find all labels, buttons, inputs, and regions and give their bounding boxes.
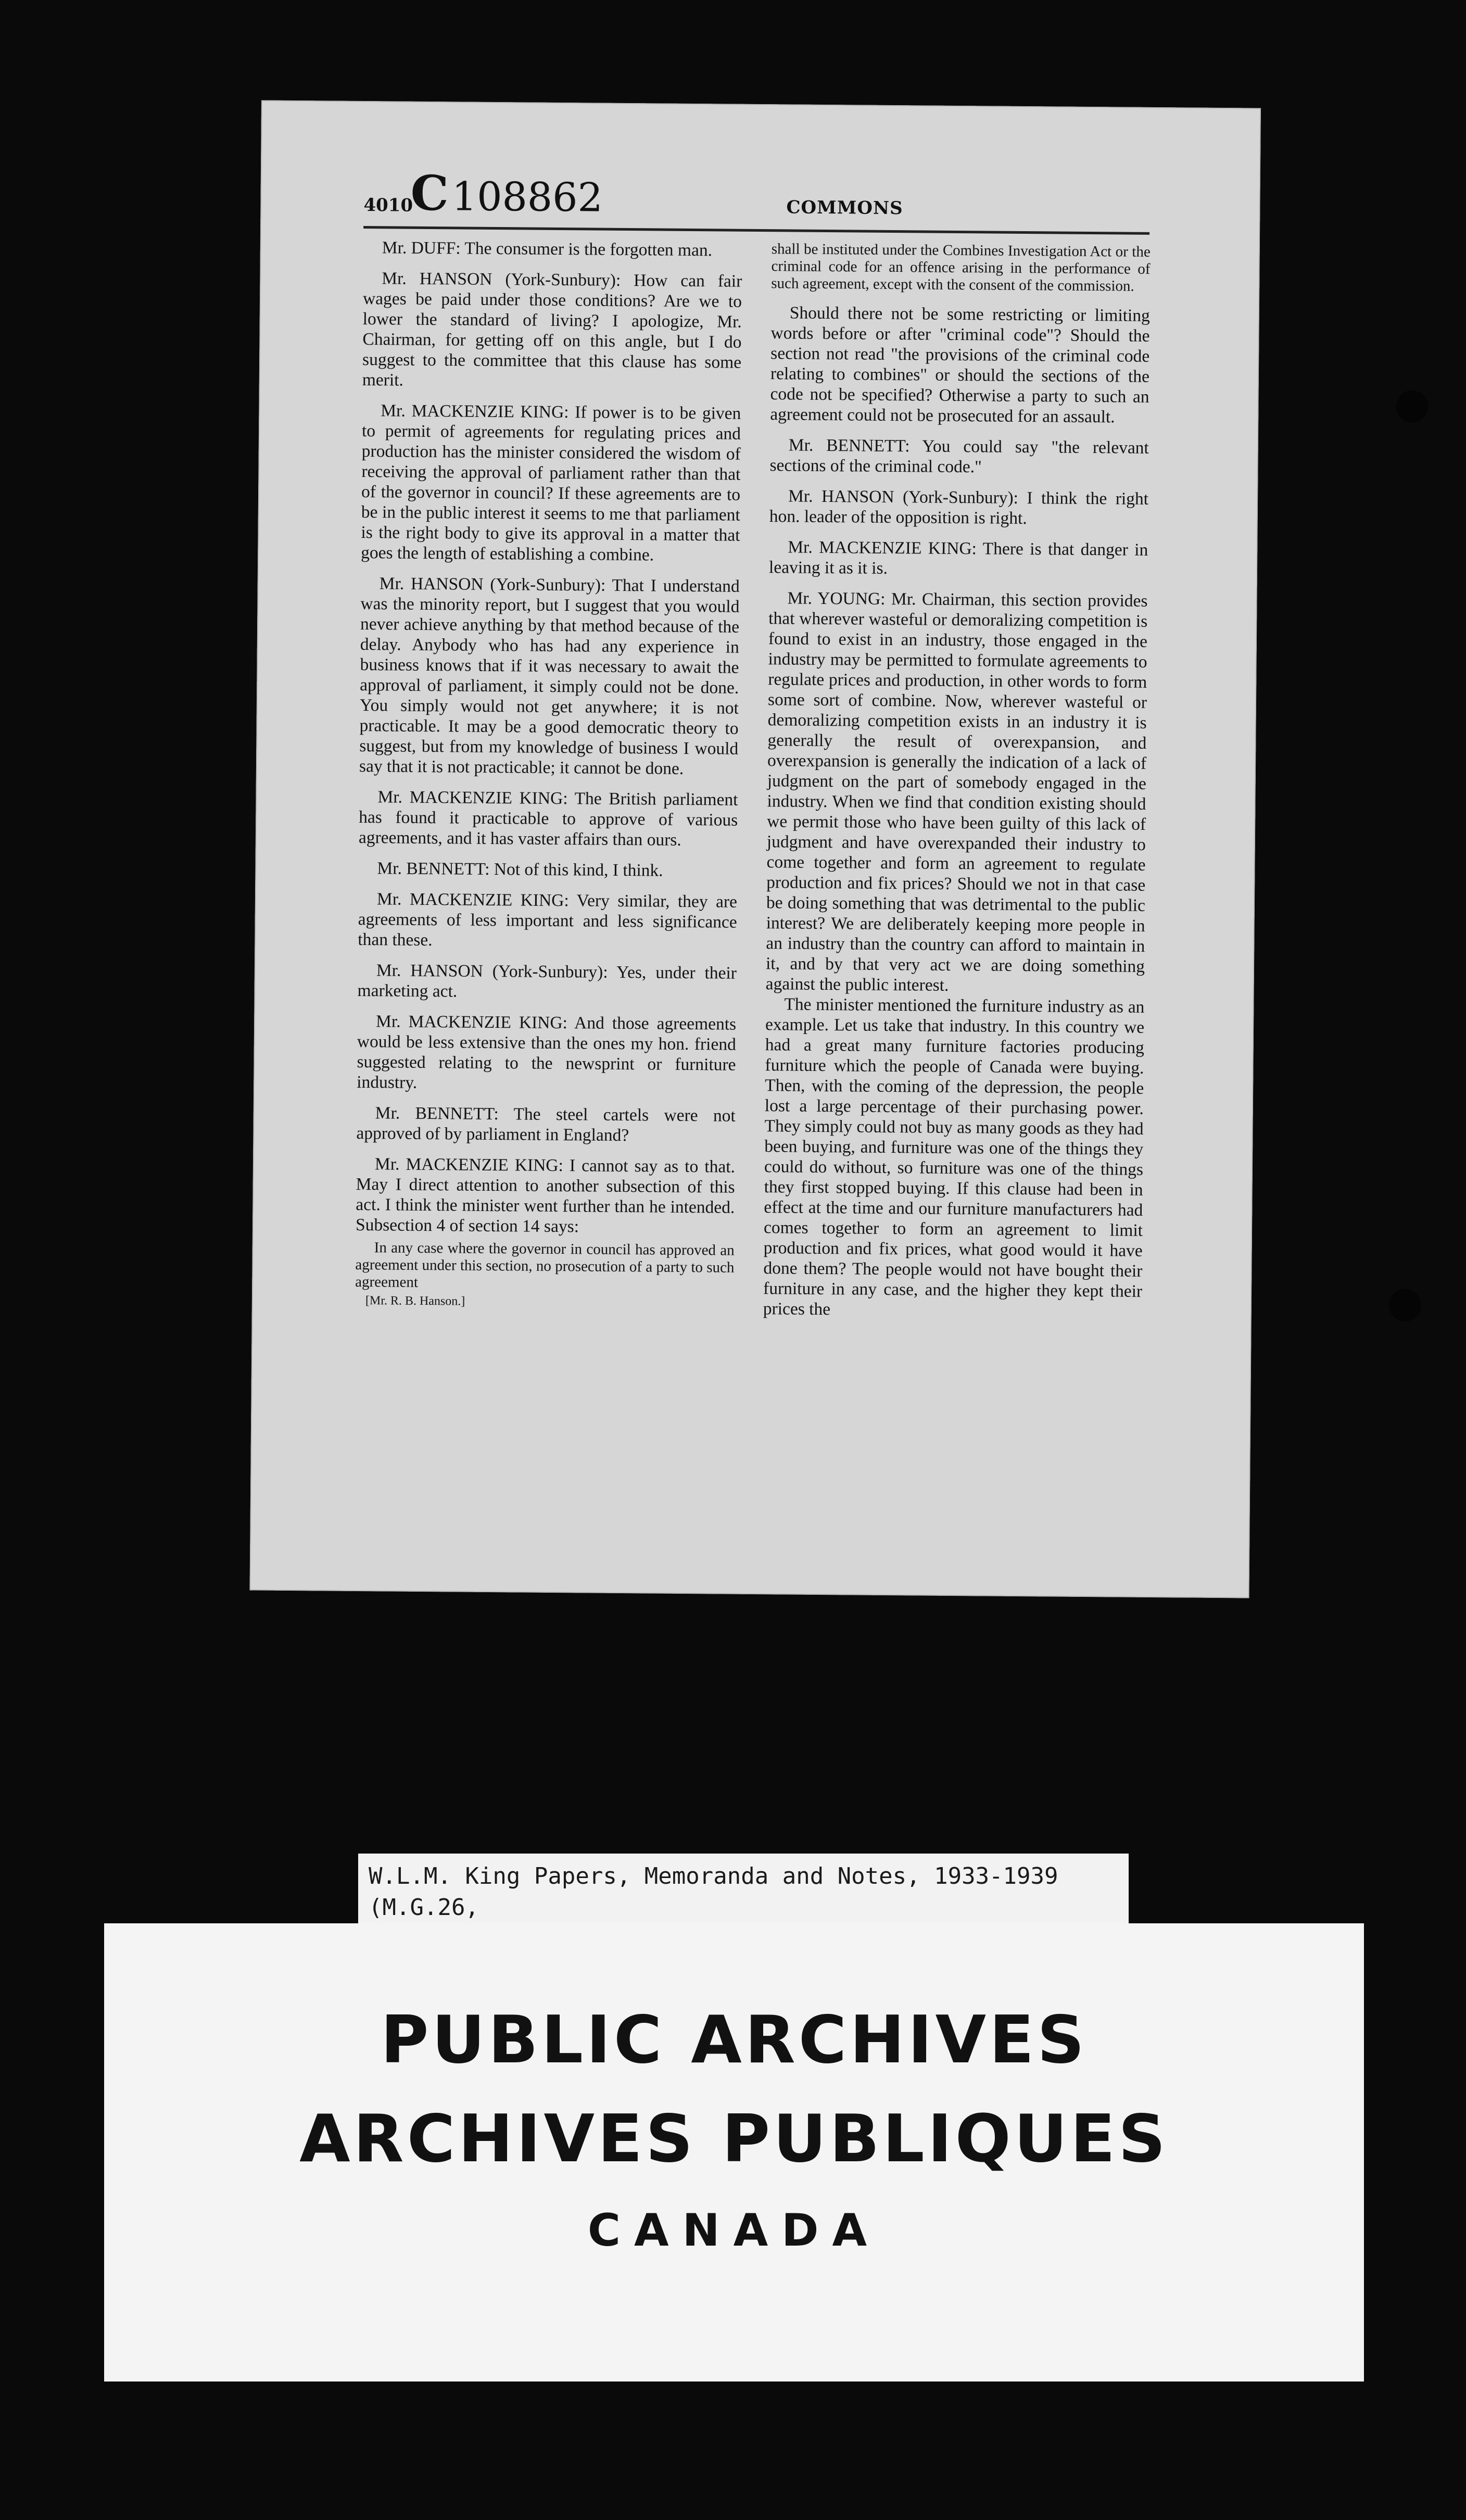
paragraph: Mr. MACKENZIE KING: If power is to be given to permit of agreements for regulating prices and production has the minister considered the wisdom of receiving the approval of parliament rather than that of the governor in council? If these agreements are to be in the public interest it seems to me that parliament is the right body to give its approval in a matter that goes the length of establishing a combine. [361,401,741,565]
label-line: W.L.M. King Papers, Memoranda and Notes, 1933-1939 (M.G.26, [369,1863,1058,1921]
archives-plate [104,1923,1364,2382]
document-page [250,100,1261,1598]
page-header [363,165,1150,235]
statute-quote-continued: shall be instituted under the Combines Investigation Act or the criminal code for an offence arising in the performance of such agreement, except with the consent of the commission. [771,241,1151,295]
left-column [355,237,742,1312]
paragraph: Should there not be some restricting or limiting words before or after "criminal code"? Should the section not read "the provisions of the criminal code relating to combines" or should the sections of the code not be specified? Otherwise a party to such an agreement could not be prosecuted for an assault. [770,303,1150,427]
paragraph: Mr. BENNETT: The steel cartels were not approved of by parliament in England? [356,1103,736,1145]
stamp-digits: 108862 [451,173,603,221]
paragraph: Mr. DUFF: The consumer is the forgotten man. [382,238,713,260]
right-column [763,241,1151,1332]
paragraph: Mr. MACKENZIE KING: Very similar, they are agreements of less important and less significance than these. [358,889,738,950]
paragraph: Mr. HANSON (York-Sunbury): I think the right hon. leader of the opposition is right. [769,486,1149,528]
paragraph: Mr. MACKENZIE KING: There is that danger in leaving it as it is. [768,537,1148,578]
paragraph: Mr. HANSON (York-Sunbury): How can fair wages be paid under those conditions? Are we to lower the standard of living? I apologize, Mr. Chairman, for getting off on this angle, but I do suggest to the committee that this clause has some merit. [362,269,742,390]
paragraph: Mr. HANSON (York-Sunbury): That I understand was the minority report, but I suggest that you would never achieve anything by that method because of the delay. Anybody who has had any experience in business knows that if it was necessary to await the approval of parliament, it simply could not be done. You simply would not get anywhere; it is not practicable. It may be a good democratic theory to suggest, but from my knowledge of business I would say that it is not practicable; it cannot be done. [359,574,740,778]
paragraph: Mr. MACKENZIE KING: The British parliament has found it practicable to approve of various agreements, and it has vaster affairs than ours. [358,787,738,850]
paragraph: Mr. MACKENZIE KING: I cannot say as to that. May I direct attention to another subsection of this act. I think the minister went further than he intended. Subsection 4 of section 14 says: [355,1154,736,1237]
plate-title-english: PUBLIC ARCHIVES [381,2001,1088,2078]
archive-reference-label [358,1854,1129,1925]
paragraph: Mr. HANSON (York-Sunbury): Yes, under their marketing act. [357,961,737,1001]
paragraph: Mr. MACKENZIE KING: And those agreements would be less extensive than the ones my hon. friend suggested relating to the newsprint or furniture industry. [357,1012,737,1092]
stamp-letter: C [410,165,449,222]
statute-quote: In any case where the governor in council has approved an agreement under this section, no prosecution of a party to such agreement [355,1239,735,1291]
running-title: COMMONS [786,197,903,219]
paragraph: Mr. YOUNG: Mr. Chairman, this section provides that wherever wasteful or demoralizing competition is found to exist in an industry, those engaged in the industry may be permitted to formulate agreements to regulate prices and production, in other words to form some sort of combine. Now, wherever wasteful or demoralizing competition exists in an industry it is generally the result of overexpansion, and overexpansion is generally the indication of a lack of judgment on the part of somebody engaged in the industry. When we find that condition existing should we permit those who have been guilty of this lack of judgment and have overexpanded their industry to come together and form an agreement to regulate production and fix prices? Should we not in that case be doing something that was detrimental to the public interest? We are deliberately keeping more people in an industry than the country can afford to maintain in it, and by that very act we are doing something against the public interest. [765,588,1148,995]
plate-country: CANADA [587,2204,881,2257]
paragraph: The minister mentioned the furniture industry as an example. Let us take that industry. In this country we had a great many furniture factories producing furniture which the people of Canada were buying. Then, with the coming of the depression, the people lost a large percentage of their purchasing power. They simply could not buy as many goods as they had been buying, and furniture was one of the things they could do without, so furniture was one of the things they first stopped buying. If this clause had been in effect at the time and our furniture manufacturers had comes together to form an agreement to limit production and fix prices, what good would it have done them? The people would not have bought their furniture in any case, and the higher they kept their prices the [763,994,1145,1319]
archive-stamp-number [410,165,603,223]
punch-hole-top [1396,390,1428,423]
punch-hole-bottom [1389,1289,1421,1321]
paragraph: Mr. BENNETT: You could say "the relevant sections of the criminal code." [769,435,1149,477]
paragraph: Mr. BENNETT: Not of this kind, I think. [377,859,663,880]
plate-title-french: ARCHIVES PUBLIQUES [299,2100,1169,2177]
page-number: 4010 [363,195,413,216]
speaker-attribution: [Mr. R. B. Hanson.] [365,1294,465,1308]
